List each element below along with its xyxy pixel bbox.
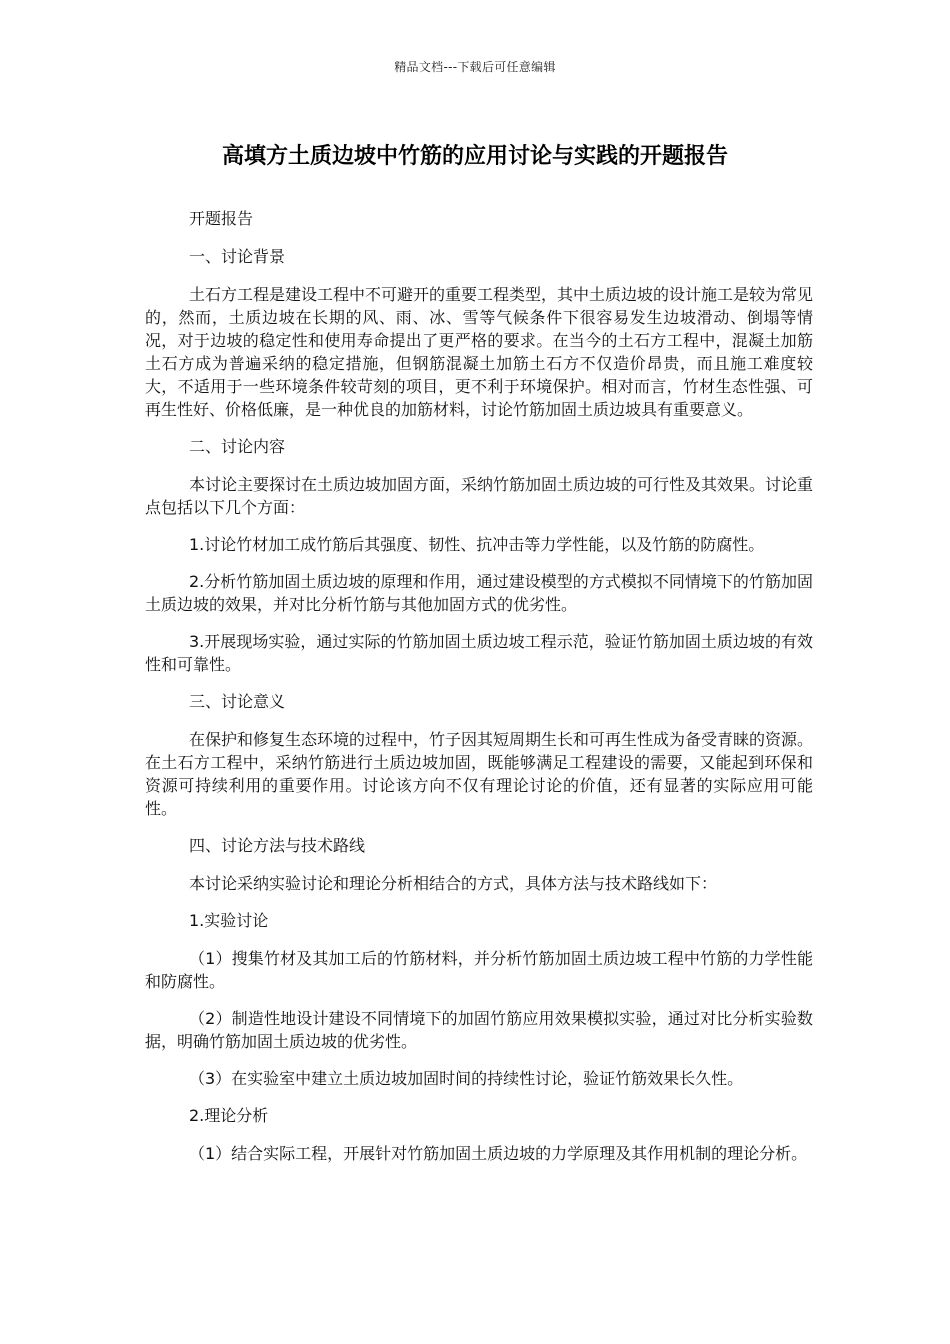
- subheading-experiment: 1.实验讨论: [189, 911, 269, 930]
- list-item-experiment-3: （3）在实验室中建立土质边坡加固时间的持续性讨论，验证竹筋效果长久性。: [189, 1069, 744, 1088]
- section-heading-significance: 三、讨论意义: [189, 692, 286, 711]
- list-item-content-2: 2.分析竹筋加固土质边坡的原理和作用，通过建设模型的方式模拟不同情境下的竹筋加固土质边坡的效果，并对比分析竹筋与其他加固方式的优劣性。: [145, 572, 813, 614]
- section-heading-report: 开题报告: [189, 209, 254, 228]
- paragraph-methods-intro: 本讨论采纳实验讨论和理论分析相结合的方式，具体方法与技术路线如下：: [189, 874, 718, 893]
- document-body: [145, 207, 813, 1179]
- list-item-experiment-2: （2）制造性地设计建设不同情境下的加固竹筋应用效果模拟实验，通过对比分析实验数据，明确竹筋加固土质边坡的优劣性。: [145, 1009, 813, 1051]
- list-item-theory-1: （1）结合实际工程，开展针对竹筋加固土质边坡的力学原理及其作用机制的理论分析。: [189, 1144, 808, 1163]
- list-item-content-3: 3.开展现场实验，通过实际的竹筋加固土质边坡工程示范，验证竹筋加固土质边坡的有效性和可靠性。: [145, 632, 813, 674]
- paragraph-content-intro: 本讨论主要探讨在土质边坡加固方面，采纳竹筋加固土质边坡的可行性及其效果。讨论重点包括以下几个方面：: [145, 475, 814, 517]
- section-heading-methods: 四、讨论方法与技术路线: [189, 836, 366, 855]
- section-heading-content: 二、讨论内容: [189, 437, 286, 456]
- list-item-experiment-1: （1）搜集竹材及其加工后的竹筋材料，并分析竹筋加固土质边坡工程中竹筋的力学性能和防腐性。: [145, 949, 813, 991]
- list-item-content-1: 1.讨论竹材加工成竹筋后其强度、韧性、抗冲击等力学性能，以及竹筋的防腐性。: [189, 535, 765, 554]
- subheading-theory: 2.理论分析: [189, 1106, 269, 1125]
- paragraph-background: 土石方工程是建设工程中不可避开的重要工程类型，其中土质边坡的设计施工是较为常见的，然而，土质边坡在长期的风、雨、冰、雪等气候条件下很容易发生边坡滑动、倒塌等情况，对于边坡的稳定性和使用寿命提出了更严格的要求。在当今的土石方工程中，混凝土加筋土石方成为普遍采纳的稳定措施，但钢筋混凝土加筋土石方不仅造价昂贵，而且施工难度较大，不适用于一些环境条件较苛刻的项目，更不利于环境保护。相对而言，竹材生态性强、可再生性好、价格低廉，是一种优良的加筋材料，讨论竹筋加固土质边坡具有重要意义。: [145, 285, 814, 419]
- header-note: 精品文档---下载后可任意编辑: [394, 60, 556, 74]
- paragraph-significance: 在保护和修复生态环境的过程中，竹子因其短周期生长和可再生性成为备受青睐的资源。在土石方工程中，采纳竹筋进行土质边坡加固，既能够满足工程建设的需要，又能起到环保和资源可持续利用的重要作用。讨论该方向不仅有理论讨论的价值，还有显著的实际应用可能性。: [145, 730, 814, 818]
- document-title: 高填方土质边坡中竹筋的应用讨论与实践的开题报告: [221, 144, 728, 169]
- section-heading-background: 一、讨论背景: [189, 247, 286, 266]
